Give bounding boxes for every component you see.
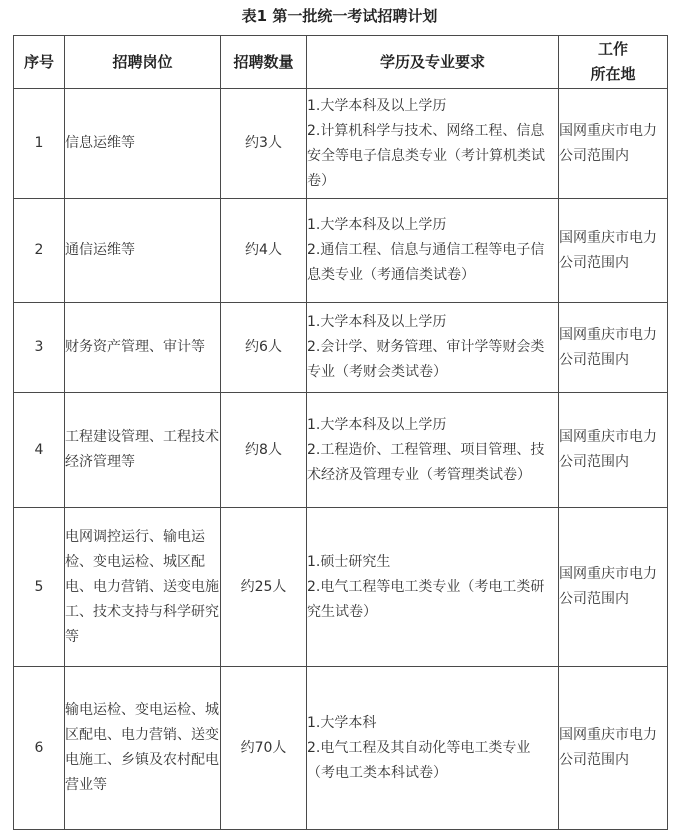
cell-requirement	[307, 89, 559, 199]
requirement-line: 2.计算机科学与技术、网络工程、信息安全等电子信息类专业（考计算机类试卷）	[307, 122, 545, 189]
requirement-line: 1.大学本科	[307, 714, 377, 731]
requirement-line: 2.电气工程等电工类专业（考电工类研究生试卷）	[307, 578, 545, 620]
header-row	[14, 36, 668, 89]
cell-seq: 6	[14, 667, 65, 830]
requirement-line: 2.会计学、财务管理、审计学等财会类专业（考财会类试卷）	[307, 339, 545, 380]
table-row	[14, 303, 668, 393]
cell-location: 国网重庆市电力公司范围内	[559, 508, 668, 667]
cell-position: 电网调控运行、输电运检、变电运检、城区配电、电力营销、送变电施工、技术支持与科学研究等	[65, 508, 221, 667]
recruitment-plan-table	[13, 35, 668, 830]
cell-position: 工程建设管理、工程技术经济管理等	[65, 393, 221, 508]
header-location	[559, 36, 668, 89]
cell-location: 国网重庆市电力公司范围内	[559, 667, 668, 830]
header-position: 招聘岗位	[65, 36, 221, 89]
requirement-line: 1.硕士研究生	[307, 553, 391, 570]
cell-location: 国网重庆市电力公司范围内	[559, 303, 668, 393]
table-row	[14, 89, 668, 199]
cell-position: 财务资产管理、审计等	[65, 303, 221, 393]
header-requirement: 学历及专业要求	[307, 36, 559, 89]
cell-position: 输电运检、变电运检、城区配电、电力营销、送变电施工、乡镇及农村配电营业等	[65, 667, 221, 830]
table-row	[14, 667, 668, 830]
table-row	[14, 508, 668, 667]
cell-count: 约8人	[221, 393, 307, 508]
cell-seq: 3	[14, 303, 65, 393]
cell-requirement	[307, 199, 559, 303]
cell-location: 国网重庆市电力公司范围内	[559, 89, 668, 199]
cell-seq: 5	[14, 508, 65, 667]
header-count: 招聘数量	[221, 36, 307, 89]
requirement-line: 2.工程造价、工程管理、项目管理、技术经济及管理专业（考管理类试卷）	[307, 441, 545, 483]
requirement-line: 1.大学本科及以上学历	[307, 314, 447, 330]
cell-count: 约25人	[221, 508, 307, 667]
header-seq: 序号	[14, 36, 65, 89]
cell-count: 约6人	[221, 303, 307, 393]
cell-requirement	[307, 508, 559, 667]
cell-requirement	[307, 303, 559, 393]
requirement-line: 1.大学本科及以上学历	[307, 217, 447, 233]
cell-seq: 4	[14, 393, 65, 508]
cell-count: 约3人	[221, 89, 307, 199]
requirement-line: 2.通信工程、信息与通信工程等电子信息类专业（考通信类试卷）	[307, 242, 545, 283]
table-caption: 表1 第一批统一考试招聘计划	[241, 7, 438, 25]
cell-position: 通信运维等	[65, 199, 221, 303]
requirement-line: 1.大学本科及以上学历	[307, 416, 447, 433]
cell-seq: 2	[14, 199, 65, 303]
header-location-line1: 工作	[597, 40, 628, 58]
cell-position: 信息运维等	[65, 89, 221, 199]
cell-count: 约70人	[221, 667, 307, 830]
header-location-line2: 所在地	[590, 65, 636, 83]
cell-count: 约4人	[221, 199, 307, 303]
requirement-line: 2.电气工程及其自动化等电工类专业（考电工类本科试卷）	[307, 739, 531, 781]
table-row	[14, 199, 668, 303]
cell-location: 国网重庆市电力公司范围内	[559, 199, 668, 303]
cell-requirement	[307, 393, 559, 508]
cell-seq: 1	[14, 89, 65, 199]
cell-location: 国网重庆市电力公司范围内	[559, 393, 668, 508]
cell-requirement	[307, 667, 559, 830]
requirement-line: 1.大学本科及以上学历	[307, 97, 447, 114]
table-row	[14, 393, 668, 508]
